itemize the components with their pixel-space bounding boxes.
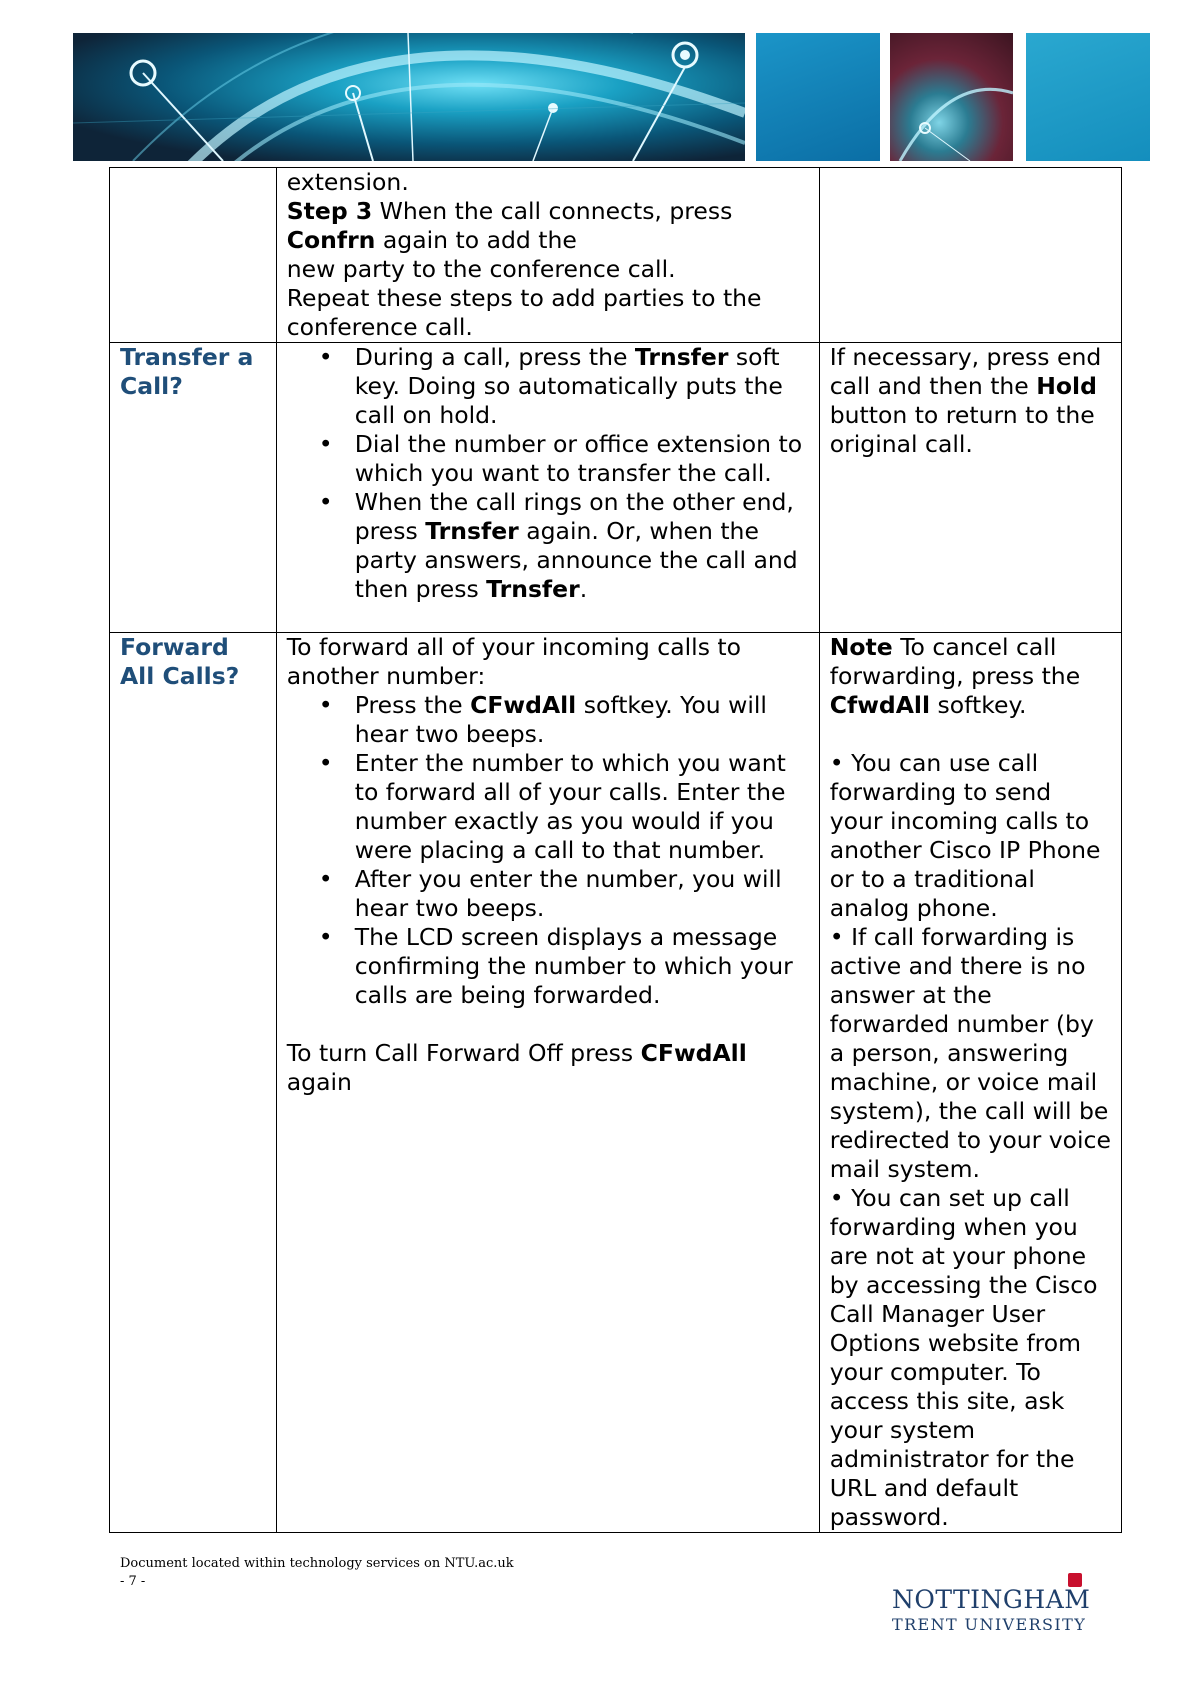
banner-network-graphic (73, 33, 745, 161)
list-item: • Press the CFwdAll softkey. You will hear two beeps. (355, 691, 809, 749)
conference-line: new party to the conference call. (286, 255, 676, 283)
table-row (110, 168, 1122, 343)
forward-steps-list (287, 691, 809, 1010)
transfer-call-heading: Transfer a Call? (120, 343, 254, 400)
forward-note-head: Note To cancel call forwarding, press the CfwdAll softkey. (829, 633, 1081, 719)
forward-note-point: • You can set up call forwarding when you are not at your phone by accessing the Cisco Call Manager User Options website from your computer. To access this site, ask your system administrator for the URL and default password. (829, 1184, 1098, 1531)
list-item: • Dial the number or office extension to which you want to transfer the call. (355, 430, 809, 488)
forward-off-instruction: To turn Call Forward Off press CFwdAll again (286, 1039, 747, 1096)
table-row (110, 633, 1122, 1533)
banner-tile-globe (890, 33, 1013, 161)
forward-note-point: • If call forwarding is active and there is no answer at the forwarded number (by a person, answering machine, or voice mail system), the call will be redirected to your voice mail system. (829, 923, 1111, 1183)
table-cell-label (110, 168, 277, 343)
banner-tile-blue (756, 33, 880, 161)
conference-line: conference call. (286, 313, 473, 341)
forward-note-cell (819, 633, 1121, 1533)
phone-features-table (109, 167, 1122, 1533)
logo-line-1: NOTTINGHAM (892, 1585, 1091, 1614)
forward-all-calls-heading: Forward All Calls? (120, 633, 240, 690)
footer (120, 1555, 514, 1591)
page-number: - 7 - (120, 1574, 146, 1589)
transfer-label-cell (110, 343, 277, 633)
transfer-note: If necessary, press end call and then the Hold button to return to the original call. (829, 343, 1102, 458)
table-cell-notes (819, 168, 1121, 343)
list-item: • Enter the number to which you want to forward all of your calls. Enter the number exactly as you would if you were placing a call to that number. (355, 749, 809, 865)
university-logo (888, 1573, 1091, 1634)
forward-label-cell (110, 633, 277, 1533)
table-row (110, 343, 1122, 633)
forward-note-point: • You can use call forwarding to send your incoming calls to another Cisco IP Phone or to a traditional analog phone. (829, 749, 1101, 922)
conference-steps-cell (276, 168, 819, 343)
list-item: • When the call rings on the other end, press Trnsfer again. Or, when the party answers, announce the call and then press Trnsfer. (355, 488, 809, 604)
banner-tile-light-blue (1026, 33, 1150, 161)
transfer-steps-cell (276, 343, 819, 633)
list-item: • During a call, press the Trnsfer soft key. Doing so automatically puts the call on hold. (355, 343, 809, 430)
forward-intro: To forward all of your incoming calls to another number: (286, 633, 741, 690)
banner-main-image (73, 33, 745, 161)
conference-line: extension. (286, 168, 409, 196)
logo-line-2: TRENT UNIVERSITY (892, 1615, 1087, 1634)
list-item: • After you enter the number, you will hear two beeps. (355, 865, 809, 923)
conference-line: Step 3 When the call connects, press (286, 197, 733, 225)
document-location: Document located within technology services on NTU.ac.uk (120, 1556, 514, 1571)
header-banner (73, 33, 1150, 161)
forward-steps-cell (276, 633, 819, 1533)
list-item: • The LCD screen displays a message confirming the number to which your calls are being forwarded. (355, 923, 809, 1010)
transfer-note-cell (819, 343, 1121, 633)
conference-line: Repeat these steps to add parties to the (286, 284, 762, 312)
conference-line: Confrn again to add the (286, 226, 577, 254)
transfer-steps-list (287, 343, 809, 604)
